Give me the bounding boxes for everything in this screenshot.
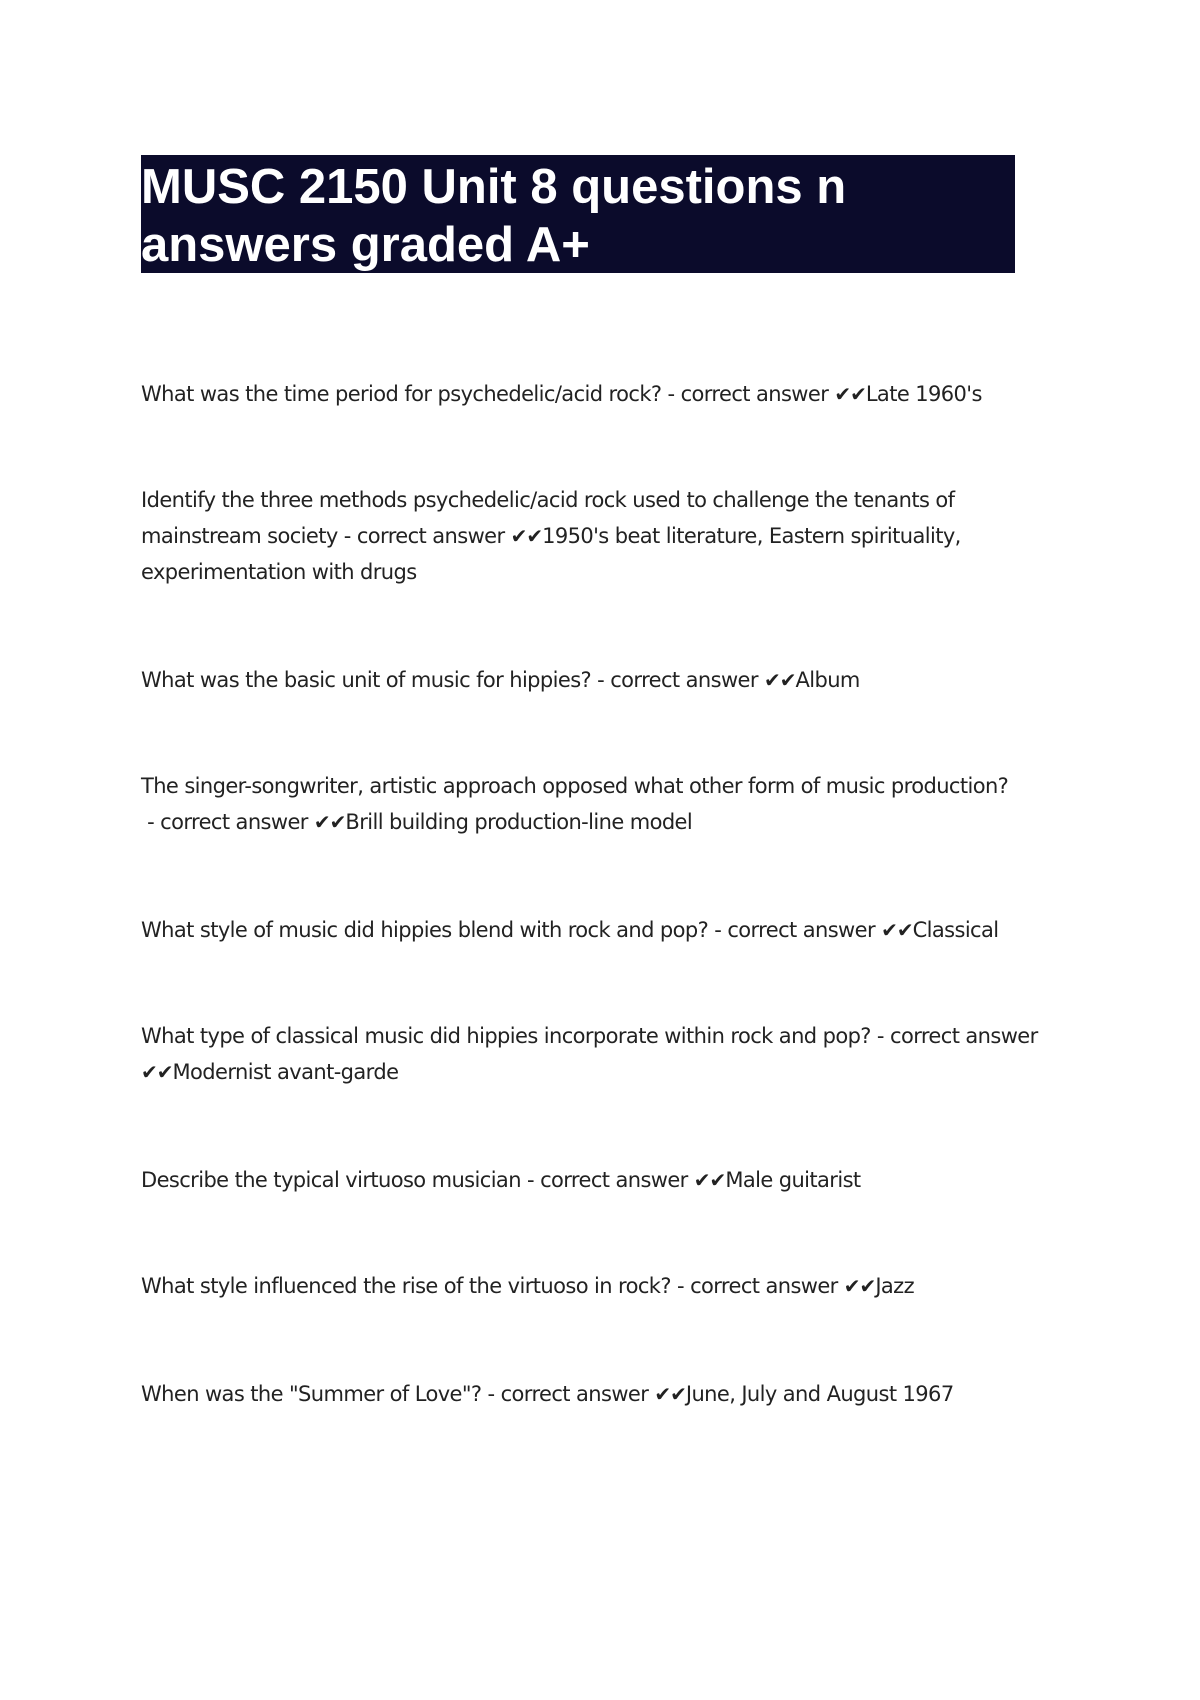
- double-check-icon: ✔✔: [693, 1168, 726, 1192]
- question-text: Describe the typical virtuoso musician: [141, 1168, 521, 1192]
- correct-answer-label: correct answer: [160, 810, 308, 834]
- question-text: What type of classical music did hippies incorporate within rock and pop?: [141, 1024, 871, 1048]
- question-text: Identify the three methods psychedelic/acid rock used to challenge the tenants of mainstream society: [141, 488, 955, 548]
- double-check-icon: ✔✔: [141, 1060, 173, 1084]
- double-check-icon: ✔✔: [834, 382, 866, 406]
- double-check-icon: ✔✔: [843, 1274, 876, 1298]
- qa-item: [141, 662, 1061, 698]
- separator: -: [481, 1382, 501, 1406]
- separator: -: [141, 810, 161, 834]
- correct-answer-label: correct answer: [500, 1382, 649, 1406]
- qa-item: [141, 1268, 1061, 1304]
- double-check-icon: ✔✔: [510, 524, 543, 548]
- double-check-icon: ✔✔: [881, 918, 913, 942]
- double-check-icon: ✔✔: [763, 668, 796, 692]
- answer-text: Brill building production-line model: [345, 810, 693, 834]
- qa-item: [141, 482, 1061, 590]
- question-text: When was the "Summer of Love"?: [141, 1382, 482, 1406]
- document-title: MUSC 2150 Unit 8 questions n answers graded A+: [141, 160, 847, 272]
- answer-text: Modernist avant-garde: [172, 1060, 399, 1084]
- answer-text: Classical: [912, 918, 999, 942]
- correct-answer-label: correct answer: [680, 382, 829, 406]
- double-check-icon: ✔✔: [654, 1382, 686, 1406]
- qa-item: [141, 768, 1061, 840]
- qa-item: [141, 1018, 1061, 1090]
- separator: -: [661, 382, 681, 406]
- separator: -: [870, 1024, 890, 1048]
- qa-item: [141, 912, 1061, 948]
- correct-answer-label: correct answer: [356, 524, 505, 548]
- answer-text: Male guitarist: [725, 1168, 861, 1192]
- question-text: The singer-songwriter, artistic approach opposed what other form of music production?: [141, 774, 1009, 798]
- question-text: What style of music did hippies blend with rock and pop?: [141, 918, 709, 942]
- separator: -: [591, 668, 611, 692]
- qa-item: [141, 376, 1061, 412]
- qa-item: [141, 1162, 1061, 1198]
- correct-answer-label: correct answer: [890, 1024, 1038, 1048]
- answer-text: Album: [795, 668, 860, 692]
- separator: -: [708, 918, 728, 942]
- answer-text: 1950's beat literature, Eastern spirituality, experimentation with drugs: [141, 524, 961, 584]
- correct-answer-label: correct answer: [610, 668, 758, 692]
- qa-item: [141, 1376, 1061, 1412]
- double-check-icon: ✔✔: [313, 810, 346, 834]
- correct-answer-label: correct answer: [540, 1168, 688, 1192]
- answer-text: Late 1960's: [865, 382, 982, 406]
- question-text: What style influenced the rise of the virtuoso in rock?: [141, 1274, 671, 1298]
- answer-text: June, July and August 1967: [685, 1382, 954, 1406]
- separator: -: [337, 524, 357, 548]
- question-text: What was the time period for psychedelic/acid rock?: [141, 382, 662, 406]
- correct-answer-label: correct answer: [727, 918, 875, 942]
- correct-answer-label: correct answer: [690, 1274, 838, 1298]
- question-text: What was the basic unit of music for hippies?: [141, 668, 592, 692]
- separator: -: [670, 1274, 691, 1298]
- separator: -: [520, 1168, 541, 1192]
- answer-text: Jazz: [875, 1274, 915, 1298]
- title-banner: [141, 155, 1015, 273]
